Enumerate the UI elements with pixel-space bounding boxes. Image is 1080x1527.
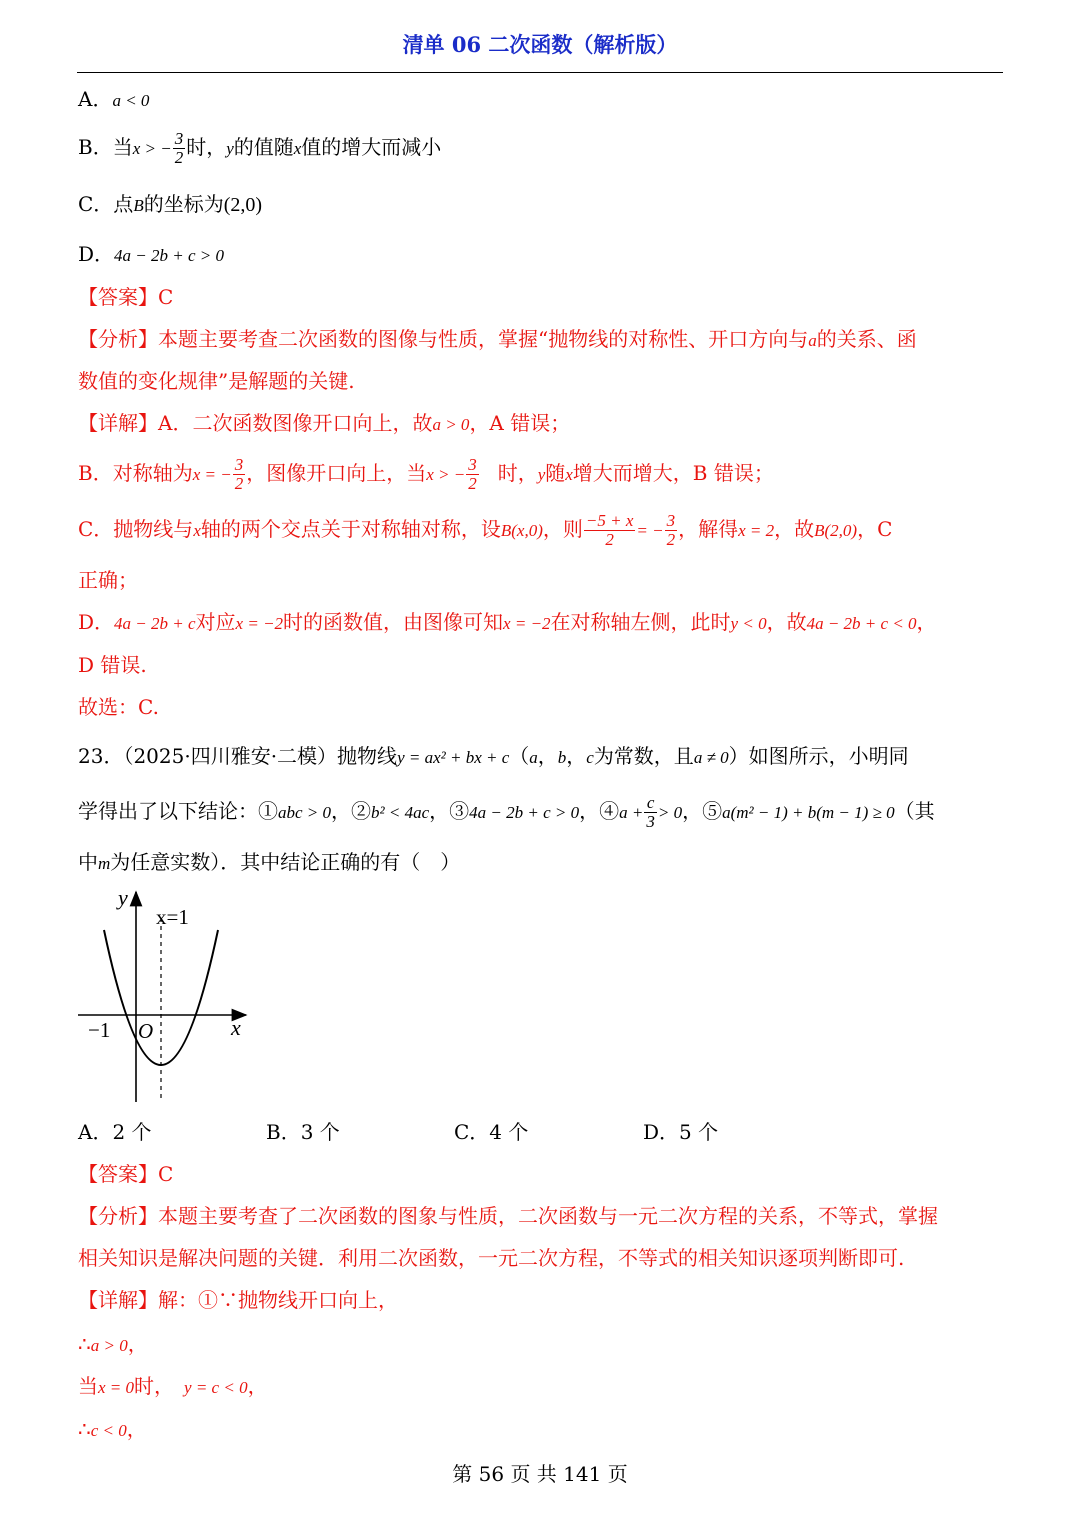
detail-22-c: C．抛物线与x轴的两个交点关于对称轴对称，设B(x,0)，则 $\frac{-5 + x}{2}$ = − $\frac{3}{2}$ ，解得x = 2，故B(2,0)，C [78,511,893,549]
page-header-title: 清单 06 二次函数（解析版） [402,32,678,57]
detail-22-c-line2: 正确； [78,568,138,592]
option-23-b: B．3 个 [266,1120,340,1144]
x-axis-label: x [231,1015,241,1040]
question-23-line1: 23．（2025·四川雅安·二模）抛物线y = ax² + bx + c（a，b，c为常数，且a ≠ 0）如图所示，小明同 [78,744,909,768]
page-footer: 第 56 页 共 141 页 [452,1462,628,1486]
detail-22-a: 【详解】A．二次函数图像开口向上，故a > 0，A 错误； [78,411,571,435]
option-23-a: A．2 个 [78,1120,152,1144]
detail-23-step3: ∴c < 0， [78,1417,147,1441]
header-rule [77,72,1003,73]
analysis-22-line2: 数值的变化规律”是解题的关键. [78,369,355,393]
answer-23: 【答案】C [78,1162,174,1186]
detail-22-b: B．对称轴为x = − $\frac{3}{2}$ ，图像开口向上，当x > − $\frac{3}{2}$ 时，y随x增大而增大，B 错误； [78,455,774,493]
choose-22: 故选：C. [78,695,159,719]
answer-22: 【答案】C [78,285,174,309]
symmetry-axis-label: x=1 [156,905,189,929]
analysis-23-line2: 相关知识是解决问题的关键．利用二次函数，一元二次方程，不等式的相关知识逐项判断即可. [78,1246,905,1270]
option-23-d: D．5 个 [643,1120,719,1144]
question-23-line2: 学得出了以下结论：①abc > 0，②b² < 4ac，③4a − 2b + c > 0，④a + $\frac{c}{3}$ > 0，⑤a(m² − 1) + b(m − 1) ≥ 0（其 [78,793,935,831]
detail-23-step2: 当x = 0时， y = c < 0， [78,1374,268,1398]
option-d: D．4a − 2b + c > 0 [78,242,225,266]
detail-22-d: D．4a − 2b + c对应x = −2时的函数值，由图像可知x = −2在对称轴左侧，此时y < 0，故4a − 2b + c < 0， [78,610,937,634]
detail-23-step1: ∴a > 0， [78,1332,148,1356]
analysis-23-line1: 【分析】本题主要考查了二次函数的图象与性质，二次函数与一元二次方程的关系，不等式，掌握 [78,1204,938,1228]
option-23-c: C．4 个 [454,1120,529,1144]
option-c: C．点B的坐标为(2,0) [78,192,263,216]
question-23-line3: 中m为任意实数）．其中结论正确的有（ ） [78,850,461,874]
detail-23-line1: 【详解】解：①∵抛物线开口向上， [78,1288,398,1312]
option-a: A．a < 0 [78,87,150,111]
origin-label: O [138,1019,154,1043]
minus-one-label: −1 [88,1018,111,1042]
parabola-graph [76,880,266,1105]
analysis-22-line1: 【分析】本题主要考查二次函数的图像与性质，掌握“抛物线的对称性、开口方向与a的关系、函 [78,327,917,351]
detail-22-d-line2: D 错误. [78,653,147,677]
y-axis-label: y [118,885,128,910]
option-b: B．当x > − $\frac{3}{2}$ 时，y的值随x值的增大而减小 [78,129,442,167]
